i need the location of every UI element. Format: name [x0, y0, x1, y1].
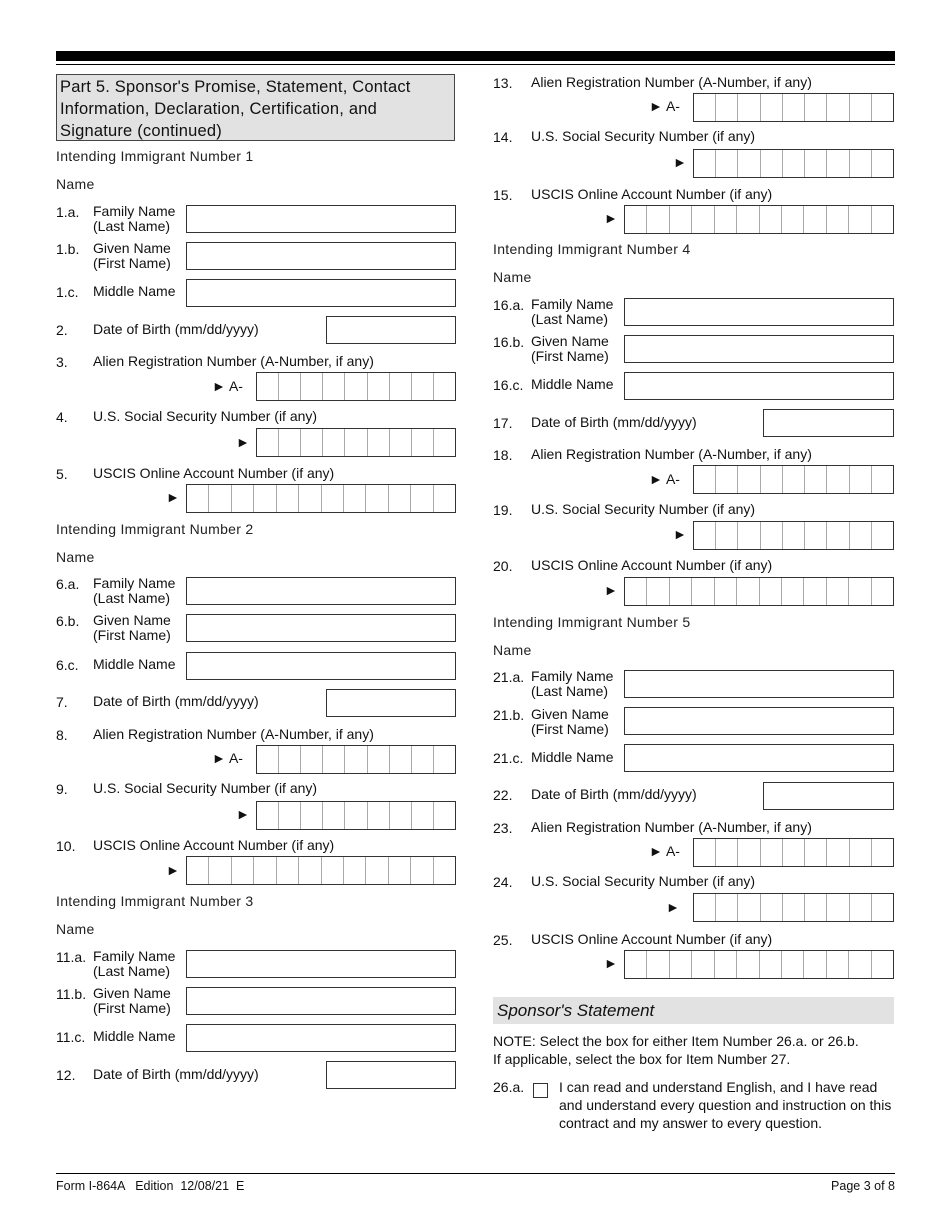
a-number-prefix: ► A- [649, 843, 680, 859]
a-number-prefix: ► A- [212, 750, 243, 766]
item-number: 10. [56, 838, 76, 854]
immigrant-3-heading: Intending Immigrant Number 3 [56, 893, 254, 909]
top-rule-thin [56, 64, 895, 65]
item-number: 9. [56, 781, 68, 797]
immigrant-1-dob-field[interactable] [326, 316, 456, 344]
statement-note [493, 1032, 895, 1068]
immigrant-5-middle-name-field[interactable] [624, 744, 894, 772]
uscis-account-label: USCIS Online Account Number (if any) [93, 465, 335, 481]
given-name-sublabel: (First Name) [531, 348, 609, 364]
given-name-label: Given Name [93, 985, 171, 1001]
immigrant-3-family-name-field[interactable] [186, 950, 456, 978]
immigrant-3-uscis-account-field[interactable] [624, 205, 894, 234]
page-number: Page 3 of 8 [831, 1179, 895, 1193]
arrow-icon: ► [604, 955, 618, 971]
ssn-label: U.S. Social Security Number (if any) [531, 873, 756, 889]
a-number-prefix: ► A- [649, 98, 680, 114]
item-number: 21.b. [493, 707, 525, 723]
item-number: 7. [56, 694, 68, 710]
family-name-label: Family Name [93, 575, 176, 591]
statement-line-1: I can read and understand English, and I have read [559, 1079, 878, 1095]
immigrant-4-middle-name-field[interactable] [624, 372, 894, 400]
uscis-account-label: USCIS Online Account Number (if any) [531, 931, 773, 947]
family-name-sublabel: (Last Name) [531, 311, 609, 327]
item-number: 12. [56, 1067, 76, 1083]
item-number: 26.a. [493, 1079, 525, 1095]
family-name-label: Family Name [93, 203, 176, 219]
immigrant-2-family-name-field[interactable] [186, 577, 456, 605]
immigrant-4-dob-field[interactable] [763, 409, 894, 437]
immigrant-1-ssn-field[interactable] [256, 428, 456, 457]
arrow-icon: ► [673, 154, 687, 170]
immigrant-2-middle-name-field[interactable] [186, 652, 456, 680]
arrow-icon: ► [673, 526, 687, 542]
immigrant-3-middle-name-field[interactable] [186, 1024, 456, 1052]
immigrant-3-name-label: Name [56, 921, 95, 937]
item-number: 17. [493, 415, 513, 431]
immigrant-4-uscis-account-field[interactable] [624, 577, 894, 606]
immigrant-3-ssn-field[interactable] [693, 149, 894, 178]
dob-label: Date of Birth (mm/dd/yyyy) [93, 1066, 259, 1082]
immigrant-2-given-name-field[interactable] [186, 614, 456, 642]
family-name-label: Family Name [93, 948, 176, 964]
family-name-label: Family Name [531, 296, 614, 312]
middle-name-label: Middle Name [93, 656, 176, 672]
immigrant-3-a-number-field[interactable] [693, 93, 894, 122]
immigrant-5-uscis-account-field[interactable] [624, 950, 894, 979]
item-number: 19. [493, 502, 513, 518]
arrow-icon: ► [604, 210, 618, 226]
uscis-account-label: USCIS Online Account Number (if any) [93, 837, 335, 853]
item-number: 1.b. [56, 241, 80, 257]
item-number: 25. [493, 932, 513, 948]
a-number-label: Alien Registration Number (A-Number, if any) [93, 353, 374, 369]
item-number: 21.a. [493, 669, 525, 685]
immigrant-5-ssn-field[interactable] [693, 893, 894, 922]
item-number: 1.a. [56, 204, 80, 220]
immigrant-2-name-label: Name [56, 549, 95, 565]
given-name-sublabel: (First Name) [531, 721, 609, 737]
immigrant-4-family-name-field[interactable] [624, 298, 894, 326]
item-number: 13. [493, 75, 513, 91]
immigrant-2-ssn-field[interactable] [256, 801, 456, 830]
given-name-sublabel: (First Name) [93, 627, 171, 643]
given-name-label: Given Name [93, 612, 171, 628]
family-name-sublabel: (Last Name) [93, 590, 171, 606]
dob-label: Date of Birth (mm/dd/yyyy) [531, 786, 697, 802]
item-number: 3. [56, 354, 68, 370]
arrow-icon: ► [236, 434, 250, 450]
item-number: 6.c. [56, 657, 79, 673]
immigrant-4-ssn-field[interactable] [693, 521, 894, 550]
dob-label: Date of Birth (mm/dd/yyyy) [93, 321, 259, 337]
immigrant-5-a-number-field[interactable] [693, 838, 894, 867]
item-number: 11.a. [56, 949, 87, 965]
a-number-label: Alien Registration Number (A-Number, if any) [531, 446, 812, 462]
arrow-icon: ► [666, 899, 680, 915]
arrow-icon: ► [236, 806, 250, 822]
immigrant-4-given-name-field[interactable] [624, 335, 894, 363]
ssn-label: U.S. Social Security Number (if any) [93, 780, 318, 796]
note-line-2: If applicable, select the box for Item Number 27. [493, 1051, 791, 1067]
note-line-1: NOTE: Select the box for either Item Number 26.a. or 26.b. [493, 1033, 859, 1049]
a-number-label: Alien Registration Number (A-Number, if any) [531, 74, 812, 90]
family-name-label: Family Name [531, 668, 614, 684]
middle-name-label: Middle Name [531, 376, 614, 392]
ssn-label: U.S. Social Security Number (if any) [93, 408, 318, 424]
immigrant-4-heading: Intending Immigrant Number 4 [493, 241, 691, 257]
immigrant-1-middle-name-field[interactable] [186, 279, 456, 307]
item-number: 5. [56, 466, 68, 482]
item-number: 16.b. [493, 334, 525, 350]
item-number: 15. [493, 187, 513, 203]
statement-line-2: and understand every question and instruction on this [559, 1097, 892, 1113]
item-number: 23. [493, 820, 513, 836]
immigrant-5-given-name-field[interactable] [624, 707, 894, 735]
item-number: 11.b. [56, 986, 87, 1002]
english-checkbox[interactable] [533, 1083, 548, 1098]
dob-label: Date of Birth (mm/dd/yyyy) [531, 414, 697, 430]
dob-label: Date of Birth (mm/dd/yyyy) [93, 693, 259, 709]
given-name-sublabel: (First Name) [93, 255, 171, 271]
item-number: 14. [493, 129, 513, 145]
a-number-prefix: ► A- [212, 378, 243, 394]
immigrant-1-heading: Intending Immigrant Number 1 [56, 148, 254, 164]
english-statement [559, 1078, 895, 1132]
immigrant-2-uscis-account-field[interactable] [186, 856, 456, 885]
a-number-prefix: ► A- [649, 471, 680, 487]
immigrant-1-a-number-field[interactable] [256, 372, 456, 401]
a-number-label: Alien Registration Number (A-Number, if any) [93, 726, 374, 742]
statement-line-3: contract and my answer to every question. [559, 1115, 823, 1131]
arrow-icon: ► [166, 862, 180, 878]
item-number: 4. [56, 409, 68, 425]
immigrant-2-a-number-field[interactable] [256, 745, 456, 774]
item-number: 16.a. [493, 297, 525, 313]
item-number: 16.c. [493, 377, 524, 393]
item-number: 18. [493, 447, 513, 463]
immigrant-5-dob-field[interactable] [763, 782, 894, 810]
footer-rule [56, 1173, 895, 1174]
immigrant-5-family-name-field[interactable] [624, 670, 894, 698]
item-number: 22. [493, 787, 513, 803]
item-number: 1.c. [56, 284, 79, 300]
immigrant-3-given-name-field[interactable] [186, 987, 456, 1015]
immigrant-1-uscis-account-field[interactable] [186, 484, 456, 513]
item-number: 20. [493, 558, 513, 574]
immigrant-3-dob-field[interactable] [326, 1061, 456, 1089]
middle-name-label: Middle Name [93, 283, 176, 299]
item-number: 11.c. [56, 1029, 86, 1045]
immigrant-4-a-number-field[interactable] [693, 465, 894, 494]
immigrant-2-dob-field[interactable] [326, 689, 456, 717]
family-name-sublabel: (Last Name) [93, 218, 171, 234]
immigrant-5-name-label: Name [493, 642, 532, 658]
middle-name-label: Middle Name [93, 1028, 176, 1044]
uscis-account-label: USCIS Online Account Number (if any) [531, 557, 773, 573]
ssn-label: U.S. Social Security Number (if any) [531, 128, 756, 144]
immigrant-4-name-label: Name [493, 269, 532, 285]
immigrant-1-given-name-field[interactable] [186, 242, 456, 270]
part-header: Part 5. Sponsor's Promise, Statement, Contact Information, Declaration, Certification, and Signature (continued) [56, 74, 455, 141]
a-number-label: Alien Registration Number (A-Number, if any) [531, 819, 812, 835]
family-name-sublabel: (Last Name) [531, 683, 609, 699]
immigrant-1-family-name-field[interactable] [186, 205, 456, 233]
immigrant-2-heading: Intending Immigrant Number 2 [56, 521, 254, 537]
top-rule-thick [56, 51, 895, 61]
given-name-label: Given Name [531, 706, 609, 722]
item-number: 2. [56, 322, 68, 338]
sponsor-statement-header: Sponsor's Statement [493, 997, 894, 1024]
given-name-label: Given Name [531, 333, 609, 349]
ssn-label: U.S. Social Security Number (if any) [531, 501, 756, 517]
item-number: 21.c. [493, 750, 524, 766]
given-name-sublabel: (First Name) [93, 1000, 171, 1016]
immigrant-5-heading: Intending Immigrant Number 5 [493, 614, 691, 630]
arrow-icon: ► [166, 489, 180, 505]
uscis-account-label: USCIS Online Account Number (if any) [531, 186, 773, 202]
given-name-label: Given Name [93, 240, 171, 256]
immigrant-1-name-label: Name [56, 176, 95, 192]
item-number: 6.b. [56, 613, 80, 629]
item-number: 6.a. [56, 576, 80, 592]
family-name-sublabel: (Last Name) [93, 963, 171, 979]
item-number: 24. [493, 874, 513, 890]
middle-name-label: Middle Name [531, 749, 614, 765]
form-edition: Form I-864A Edition 12/08/21 E [56, 1179, 245, 1193]
arrow-icon: ► [604, 582, 618, 598]
item-number: 8. [56, 727, 68, 743]
